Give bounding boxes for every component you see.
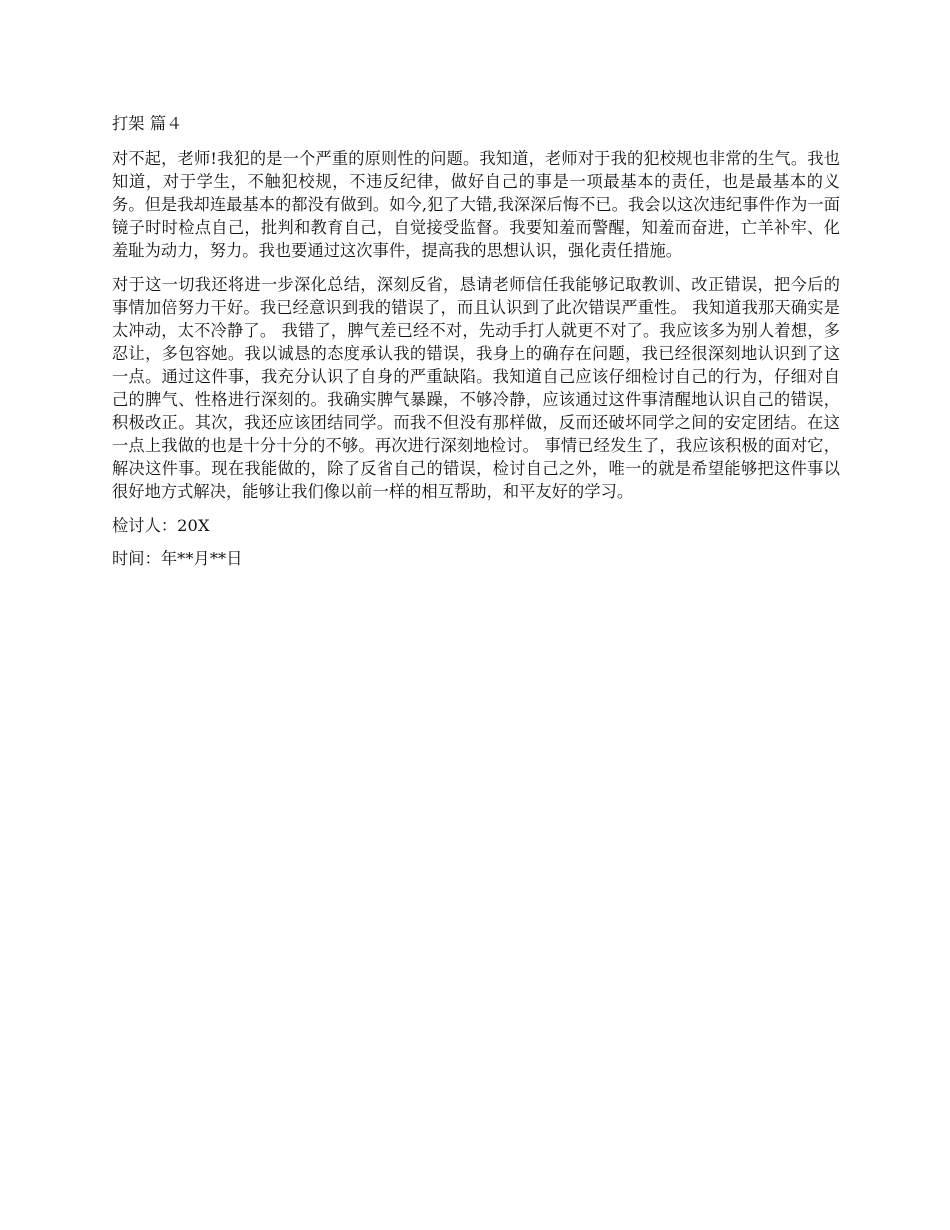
- date-line: 时间：年**月**日: [112, 548, 243, 568]
- signature-line: 检讨人：20X: [112, 515, 210, 535]
- section-heading: 打架 篇４: [112, 114, 183, 133]
- paragraph-apology: 对不起，老师!我犯的是一个严重的原则性的问题。我知道，老师对于我的犯校规也非常的生气。我也知道，对于学生，不触犯校规，不违反纪律，做好自己的事是一项最基本的责任，也是最基本的义务。但是我却连最基本的都没有做到。如今,犯了大错,我深深后悔不已。我会以这次违纪事件作为一面镜子时时检点自己，批判和教育自己，自觉接受监督。我要知羞而警醒，知羞而奋进，亡羊补牢、化羞耻为动力，努力。我也要通过这次事件，提高我的思想认识，强化责任措施。: [112, 149, 840, 261]
- document-body: [112, 112, 840, 580]
- paragraph-reflection: 对于这一切我还将进一步深化总结，深刻反省，恳请老师信任我能够记取教训、改正错误，把今后的事情加倍努力干好。我已经意识到我的错误了，而且认识到了此次错误严重性。 我知道我那天确实是太冲动，太不冷静了。 我错了，脾气差已经不对，先动手打人就更不对了。我应该多为别人着想，多忍让，多包容她。我以诚恳的态度承认我的错误，我身上的确存在问题，我已经很深刻地认识到了这一点。通过这件事，我充分认识了自身的严重缺陷。我知道自己应该仔细检讨自己的行为，仔细对自己的脾气、性格进行深刻的。我确实脾气暴躁，不够冷静，应该通过这件事清醒地认识自己的错误，积极改正。其次，我还应该团结同学。而我不但没有那样做，反而还破坏同学之间的安定团结。在这一点上我做的也是十分十分的不够。再次进行深刻地检讨。 事情已经发生了，我应该积极的面对它，解决这件事。现在我能做的，除了反省自己的错误，检讨自己之外，唯一的就是希望能够把这件事以很好地方式解决，能够让我们像以前一样的相互帮助，和平友好的学习。: [112, 274, 840, 502]
